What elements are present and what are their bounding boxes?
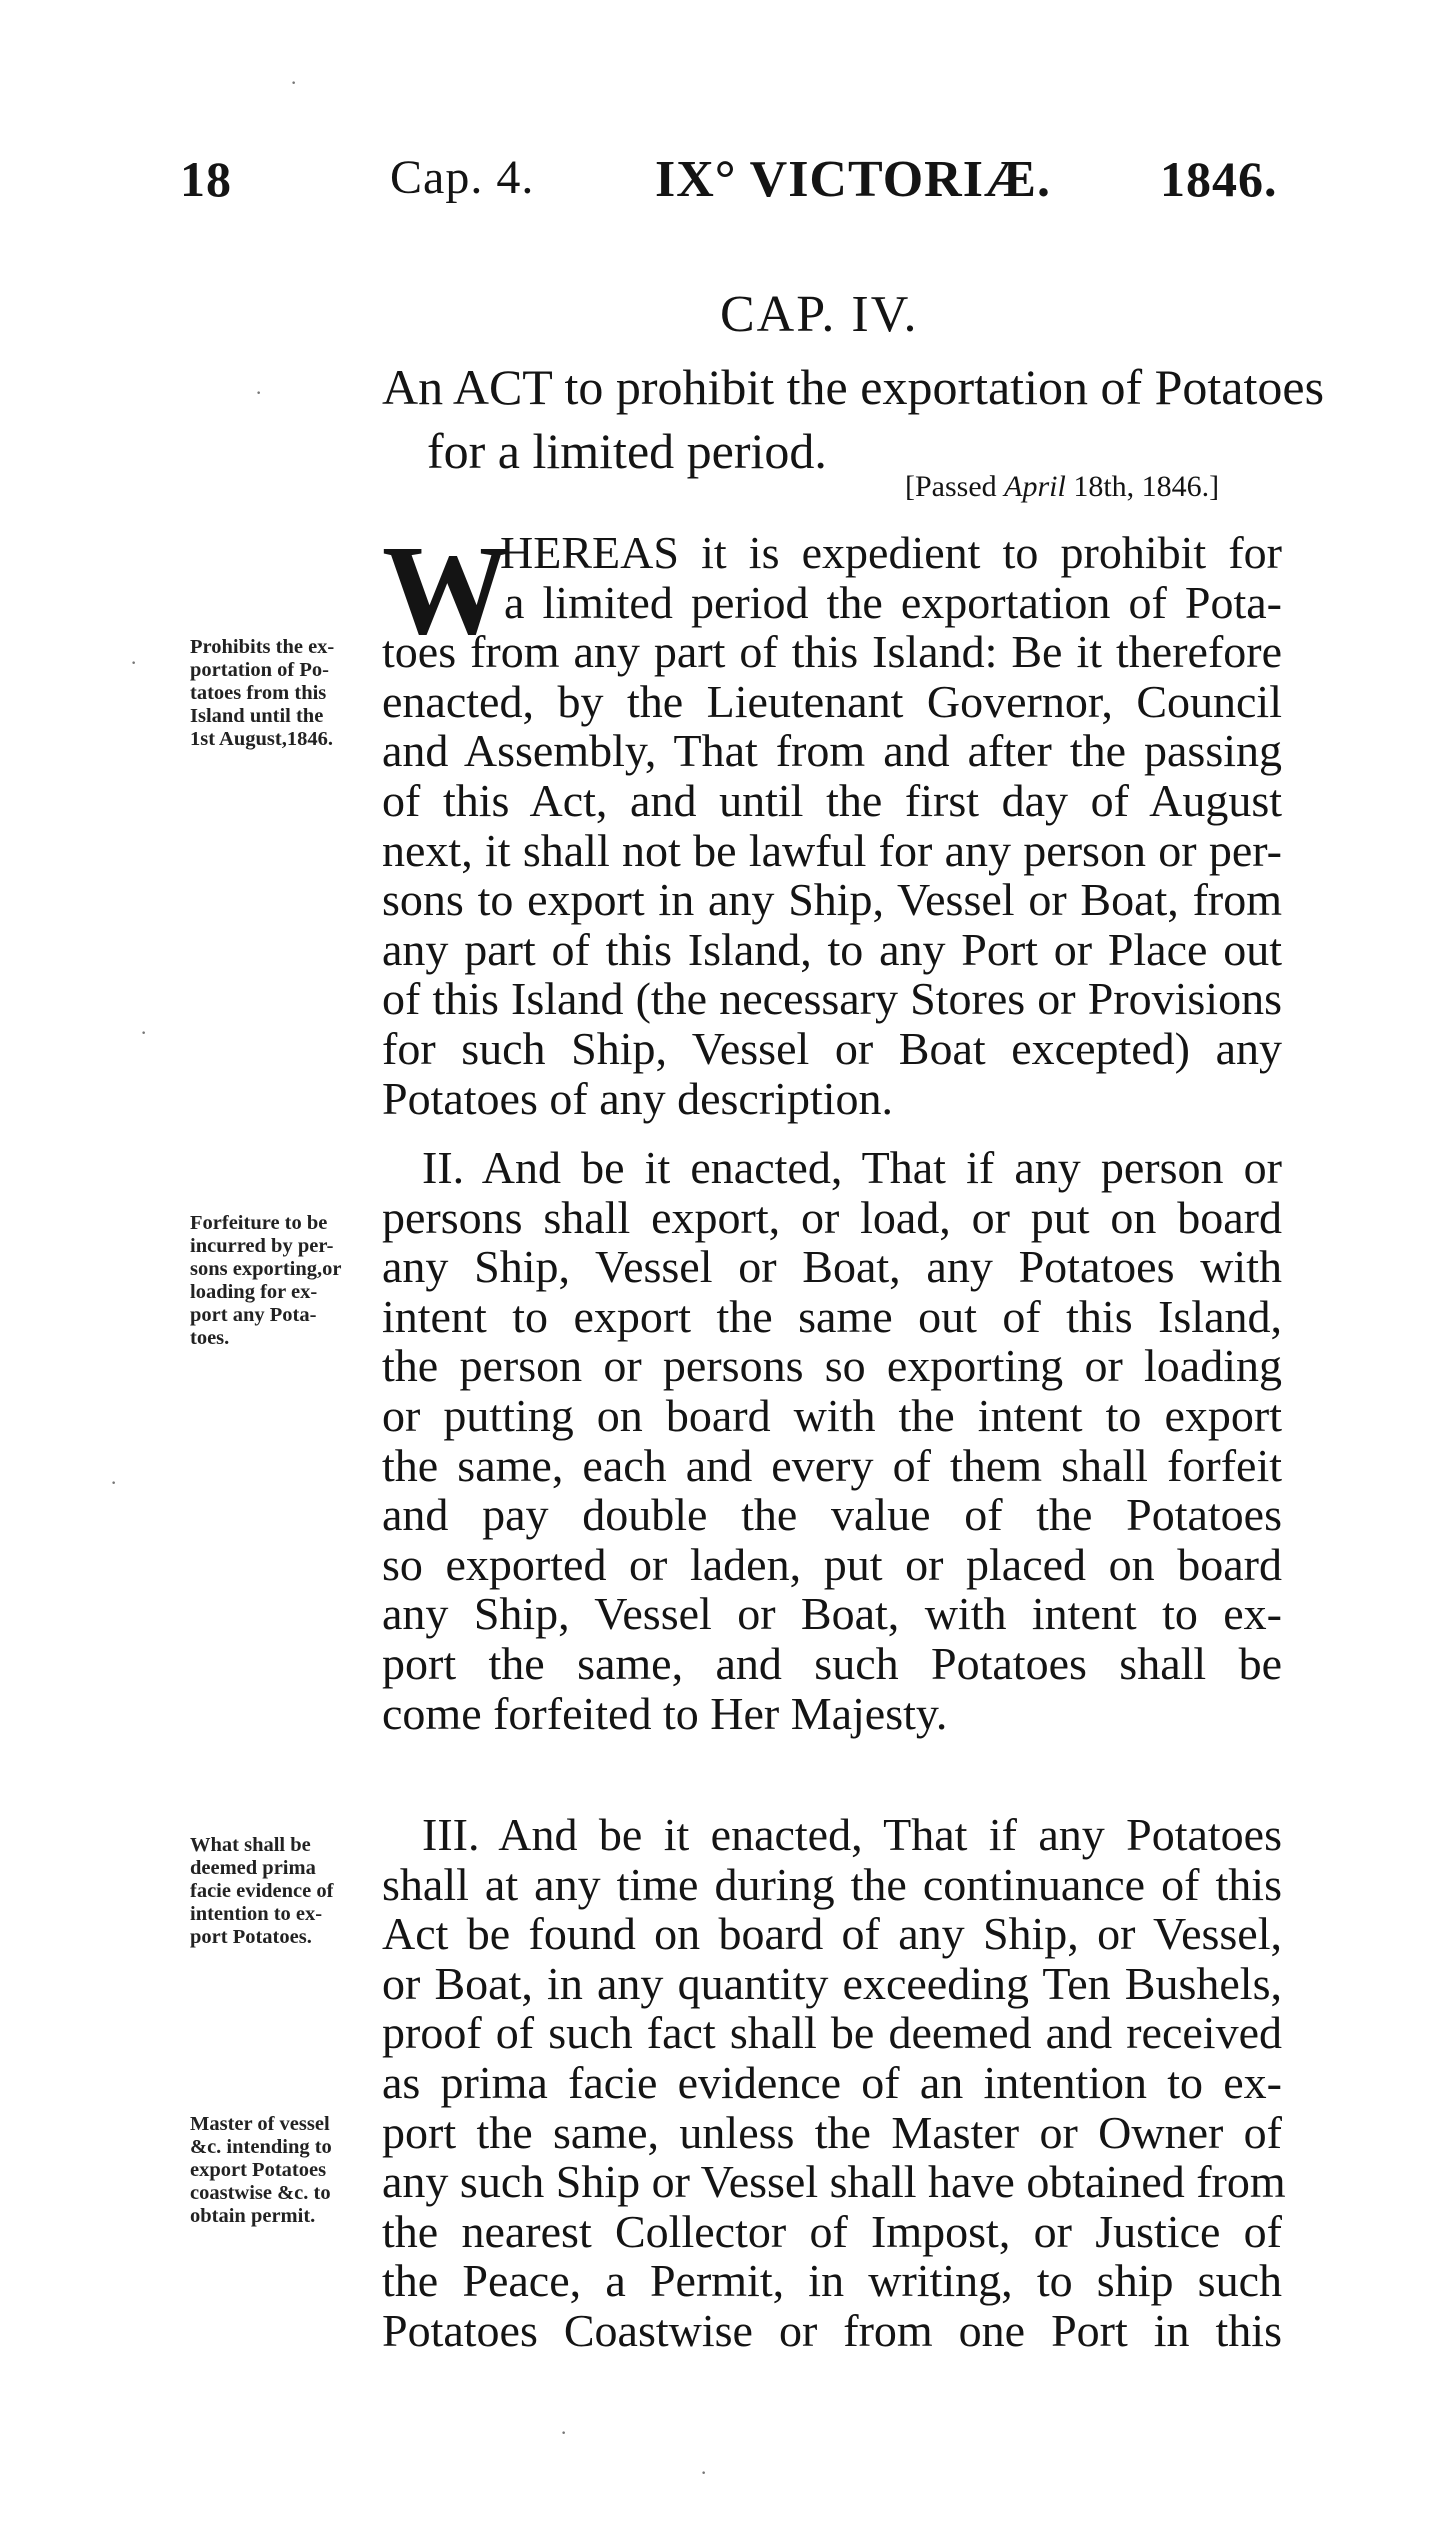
text-line: persons shall export, or load, or put on board bbox=[382, 1191, 1282, 1243]
margin-line: intention to ex- bbox=[190, 1903, 323, 1925]
scan-speck: · bbox=[110, 1470, 118, 1495]
text-line: Potatoes of any description. bbox=[382, 1072, 894, 1124]
margin-note-forfeiture bbox=[190, 1212, 368, 1350]
text-line: proof of such fact shall be deemed and received bbox=[382, 2007, 1282, 2059]
text-line: and pay double the value of the Potatoes bbox=[382, 1489, 1282, 1541]
margin-note-prohibition bbox=[190, 636, 368, 751]
margin-line: sons exporting,or bbox=[190, 1258, 342, 1280]
text-line: enacted, by the Lieutenant Governor, Council bbox=[382, 675, 1282, 727]
text-line: toes from any part of this Island: Be it therefore bbox=[382, 626, 1282, 678]
text-line: III. And be it enacted, That if any Potatoes bbox=[422, 1809, 1282, 1860]
text-line: Potatoes Coastwise or from one Port in this bbox=[382, 2304, 1282, 2356]
text-line: Act be found on board of any Ship, or Vessel, bbox=[382, 1908, 1282, 1960]
text-line: the nearest Collector of Impost, or Justice of bbox=[382, 2205, 1282, 2257]
margin-line: obtain permit. bbox=[190, 2205, 316, 2227]
margin-line: portation of Po- bbox=[190, 659, 329, 681]
text-line: the person or persons so exporting or loading bbox=[382, 1340, 1282, 1392]
text-line: any Ship, Vessel or Boat, with intent to ex- bbox=[382, 1588, 1282, 1640]
margin-line: port any Pota- bbox=[190, 1304, 317, 1326]
text-line: the same, each and every of them shall forfeit bbox=[382, 1439, 1282, 1491]
text-line: HEREAS it is expedient to prohibit for bbox=[500, 527, 1282, 578]
text-line: port the same, and such Potatoes shall be bbox=[382, 1637, 1282, 1689]
margin-line: tatoes from this bbox=[190, 682, 327, 704]
text-line: II. And be it enacted, That if any person or bbox=[422, 1142, 1282, 1193]
margin-line: port Potatoes. bbox=[190, 1926, 312, 1948]
margin-line: facie evidence of bbox=[190, 1880, 334, 1902]
text-line: the Peace, a Permit, in writing, to ship such bbox=[382, 2255, 1282, 2307]
reign-title: IX° VICTORIÆ. bbox=[655, 151, 1051, 208]
scan-speck: · bbox=[290, 70, 298, 95]
text-line: for such Ship, Vessel or Boat excepted) any bbox=[382, 1022, 1282, 1074]
text-line: and Assembly, That from and after the passing bbox=[382, 725, 1282, 777]
scan-speck: · bbox=[130, 650, 138, 675]
margin-line: Island until the bbox=[190, 705, 324, 727]
section-1-text bbox=[382, 519, 1282, 1124]
passed-prefix: [Passed bbox=[905, 470, 1005, 503]
text-line: port the same, unless the Master or Owner of bbox=[382, 2106, 1282, 2158]
text-line: so exported or laden, put or placed on board bbox=[382, 1538, 1282, 1590]
text-line: or Boat, in any quantity exceeding Ten Bushels, bbox=[382, 1957, 1282, 2009]
margin-line: Forfeiture to be bbox=[190, 1212, 328, 1234]
passed-date bbox=[905, 470, 1219, 504]
margin-line: loading for ex- bbox=[190, 1281, 318, 1303]
margin-line: toes. bbox=[190, 1327, 230, 1349]
cap-heading: CAP. IV. bbox=[720, 286, 919, 343]
text-line: any Ship, Vessel or Boat, any Potatoes with bbox=[382, 1241, 1282, 1293]
text-line: sons to export in any Ship, Vessel or Boat, from bbox=[382, 874, 1282, 926]
margin-line: deemed prima bbox=[190, 1857, 316, 1879]
passed-month: April bbox=[1004, 470, 1066, 503]
margin-line: What shall be bbox=[190, 1834, 311, 1856]
margin-line: Master of vessel bbox=[190, 2113, 330, 2135]
text-line: next, it shall not be lawful for any person or per- bbox=[382, 824, 1282, 876]
act-title bbox=[382, 355, 1324, 483]
act-title-line-1: An ACT to prohibit the exportation of Potatoes bbox=[382, 359, 1325, 415]
text-line: intent to export the same out of this Island, bbox=[382, 1290, 1282, 1342]
margin-line: export Potatoes bbox=[190, 2159, 327, 2181]
drop-cap: W bbox=[382, 519, 510, 661]
text-line: of this Island (the necessary Stores or Provisions bbox=[382, 973, 1282, 1025]
margin-note-prima-facie bbox=[190, 1834, 368, 1949]
chapter-label: Cap. 4. bbox=[390, 151, 535, 204]
scan-speck: · bbox=[700, 2460, 708, 2485]
passed-suffix: 18th, 1846.] bbox=[1065, 470, 1220, 503]
header-year: 1846. bbox=[1160, 151, 1278, 207]
text-line: shall at any time during the continuance of this bbox=[382, 1858, 1282, 1910]
page-number: 18 bbox=[180, 151, 232, 207]
scan-speck: · bbox=[560, 2420, 568, 2445]
scan-speck: · bbox=[255, 380, 263, 405]
text-line: any part of this Island, to any Port or Place out bbox=[382, 923, 1282, 975]
margin-note-permit bbox=[190, 2113, 368, 2228]
running-header bbox=[0, 150, 1435, 230]
section-2-text bbox=[382, 1143, 1282, 1738]
text-line: a limited period the exportation of Pota- bbox=[504, 576, 1282, 628]
act-title-line-2: for a limited period. bbox=[427, 423, 827, 479]
text-line: of this Act, and until the first day of August bbox=[382, 774, 1282, 826]
margin-line: incurred by per- bbox=[190, 1235, 334, 1257]
margin-line: coastwise &c. to bbox=[190, 2182, 331, 2204]
text-line: as prima facie evidence of an intention to ex- bbox=[382, 2056, 1282, 2108]
text-line: or putting on board with the intent to export bbox=[382, 1389, 1282, 1441]
text-line: come forfeited to Her Majesty. bbox=[382, 1687, 948, 1739]
margin-line: Prohibits the ex- bbox=[190, 636, 335, 658]
text-line: any such Ship or Vessel shall have obtained from bbox=[382, 2156, 1286, 2208]
scan-speck: · bbox=[140, 1020, 148, 1045]
margin-line: 1st August,1846. bbox=[190, 728, 333, 750]
margin-line: &c. intending to bbox=[190, 2136, 332, 2158]
section-3-text bbox=[382, 1809, 1286, 2356]
